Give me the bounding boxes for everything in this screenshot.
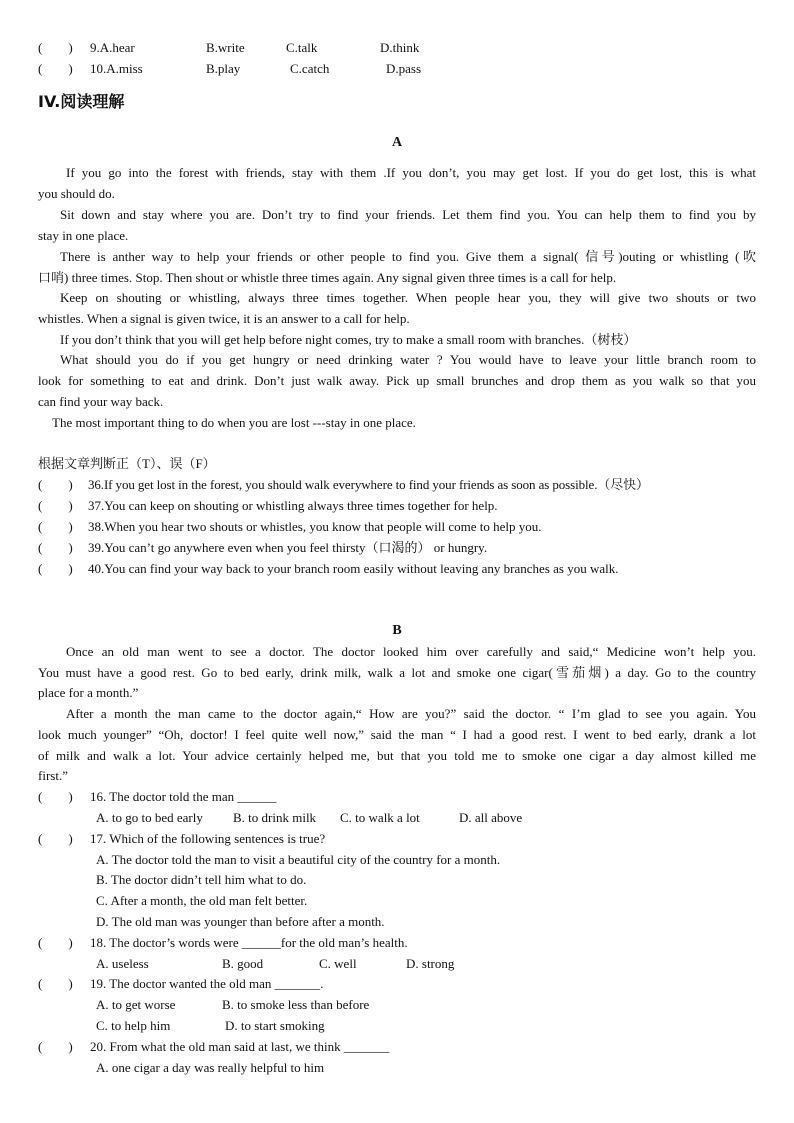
question-16-option-a: A. to go to bed early [96,810,203,825]
passage-a-title: A [391,135,403,150]
passage-a-line: There is anther way to help your friends or other people to find you. Give them a signal( 信号)outing or whistling (吹 [60,249,756,264]
passage-b-line: You must have a good rest. Go to bed early, drink milk, walk a lot and smoke one cigar(雪茄烟) a day. Go to the country [38,665,756,680]
question-9-option-a: 9.A.hear [90,40,135,55]
passage-b-line: first.” [38,768,68,783]
passage-b-line: place for a month.” [38,685,139,700]
mc-question-paren: ( ) [38,935,73,950]
question-17-option-c: C. After a month, the old man felt better. [96,893,308,908]
mc-question-paren: ( ) [38,789,73,804]
passage-a-line: stay in one place. [38,228,129,243]
question-18-option-d: D. strong [406,956,455,971]
question-16-option-b: B. to drink milk [233,810,317,825]
tf-instruction: 根据文章判断正（T）、误（F） [38,456,216,471]
question-17-option-d: D. The old man was younger than before after a month. [96,914,385,929]
tf-question-paren: ( ) [38,540,73,555]
passage-a-line: If you go into the forest with friends, stay with them .If you don’t, you may get lost. If you do get lost, this is what [66,165,756,180]
tf-question-38: 38.When you hear two shouts or whistles, you know that people will come to help you. [88,519,542,534]
passage-a-line: The most important thing to do when you are lost ---stay in one place. [52,415,416,430]
passage-a-line: Sit down and stay where you are. Don’t try to find your friends. Let them find you. You can help them to find you by [60,207,756,222]
question-10-option-b: B.play [206,61,241,76]
tf-question-paren: ( ) [38,477,73,492]
question-17-option-a: A. The doctor told the man to visit a beautiful city of the country for a month. [96,852,501,867]
question-17-option-b: B. The doctor didn’t tell him what to do. [96,872,307,887]
question-16-option-c: C. to walk a lot [340,810,420,825]
question-19-option-b: B. to smoke less than before [222,997,370,1012]
question-19-stem: 19. The doctor wanted the old man _______. [90,976,324,991]
question-18-option-c: C. well [319,956,357,971]
passage-a-line: whistles. When a signal is given twice, it is an answer to a call for help. [38,311,410,326]
tf-question-39: 39.You can’t go anywhere even when you feel thirsty（口渴的） or hungry. [88,540,488,555]
passage-b-line: After a month the man came to the doctor again,“ How are you?” said the doctor. “ I’m glad to see you again. You [66,706,756,721]
question-16-stem: 16. The doctor told the man ______ [90,789,277,804]
question-10-option-d: D.pass [386,61,422,76]
question-18-option-b: B. good [222,956,264,971]
question-19-option-d: D. to start smoking [225,1018,325,1033]
passage-a-line: look for something to eat and drink. Don’t just walk away. Pick up small brunches and drop them as you walk so that you [38,373,756,388]
passage-b-line: of milk and walk a lot. Your advice certainly helped me, but that you told me to smoke one cigar a day almost killed me [38,748,756,763]
question-10-paren: ( ) [38,61,73,76]
passage-b-line: Once an old man went to see a doctor. The doctor looked him over carefully and said,“ Medicine won’t help you. [66,644,756,659]
question-18-stem: 18. The doctor’s words were ______for the old man’s health. [90,935,408,950]
question-19-option-c: C. to help him [96,1018,171,1033]
mc-question-paren: ( ) [38,831,73,846]
question-20-option-a: A. one cigar a day was really helpful to him [96,1060,325,1075]
question-18-option-a: A. useless [96,956,149,971]
question-10-option-c: C.catch [290,61,330,76]
tf-question-36: 36.If you get lost in the forest, you should walk everywhere to find your friends as soon as possible.（尽快） [88,477,649,492]
question-19-option-a: A. to get worse [96,997,176,1012]
passage-a-line: you should do. [38,186,115,201]
tf-question-40: 40.You can find your way back to your branch room easily without leaving any branches as you walk. [88,561,619,576]
question-9-paren: ( ) [38,40,73,55]
tf-question-paren: ( ) [38,561,73,576]
section-heading-reading: IV.阅读理解 [38,92,125,111]
passage-b-line: look much younger” “Oh, doctor! I feel quite well now,” said the man “ I had a good rest. I went to bed early, drank a lot [38,727,756,742]
passage-a-line: Keep on shouting or whistling, always three times together. When people hear you, they will give two shouts or two [60,290,756,305]
question-16-option-d: D. all above [459,810,523,825]
mc-question-paren: ( ) [38,1039,73,1054]
passage-a-line: can find your way back. [38,394,164,409]
tf-question-paren: ( ) [38,498,73,513]
passage-a-line: 口哨) three times. Stop. Then shout or whistle three times again. Any signal given three times is a call for help. [38,270,617,285]
question-20-stem: 20. From what the old man said at last, we think _______ [90,1039,390,1054]
question-10-option-a: 10.A.miss [90,61,143,76]
question-9-option-d: D.think [380,40,420,55]
tf-question-paren: ( ) [38,519,73,534]
passage-a-line: If you don’t think that you will get help before night comes, try to make a small room with branches.（树枝） [60,332,637,347]
question-17-stem: 17. Which of the following sentences is true? [90,831,326,846]
question-9-option-c: C.talk [286,40,318,55]
tf-question-37: 37.You can keep on shouting or whistling always three times together for help. [88,498,498,513]
passage-b-title: B [392,623,402,638]
mc-question-paren: ( ) [38,976,73,991]
question-9-option-b: B.write [206,40,245,55]
passage-a-line: What should you do if you get hungry or need drinking water ? You would have to leave your little branch room to [60,352,756,367]
